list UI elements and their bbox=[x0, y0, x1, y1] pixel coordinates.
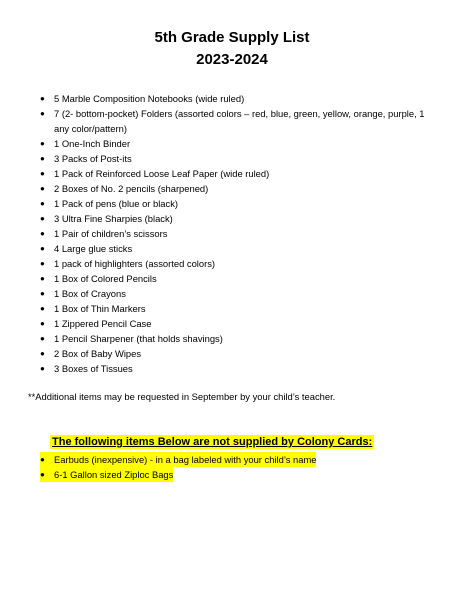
list-item bbox=[40, 256, 440, 271]
list-item-text: Earbuds (inexpensive) - in a bag labeled with your child’s name bbox=[54, 454, 317, 465]
bullet-icon: ● bbox=[40, 139, 45, 148]
list-item bbox=[40, 196, 440, 211]
list-item bbox=[40, 151, 440, 166]
list-item-text: 2 Boxes of No. 2 pencils (sharpened) bbox=[54, 183, 209, 194]
list-item bbox=[40, 361, 440, 376]
list-item bbox=[40, 331, 440, 346]
list-item bbox=[40, 181, 440, 196]
list-item bbox=[40, 346, 440, 361]
list-item bbox=[40, 286, 440, 301]
list-item bbox=[40, 136, 440, 151]
bullet-icon: ● bbox=[40, 214, 45, 223]
bullet-icon: ● bbox=[40, 259, 45, 268]
bullet-icon: ● bbox=[40, 289, 45, 298]
list-item bbox=[40, 241, 440, 256]
bullet-icon: ● bbox=[40, 334, 45, 343]
list-item-text: 1 One-Inch Binder bbox=[54, 138, 131, 149]
bullet-icon: ● bbox=[40, 244, 45, 253]
bullet-icon: ● bbox=[40, 319, 45, 328]
list-item-text: 3 Boxes of Tissues bbox=[54, 363, 133, 374]
list-item-text: 6-1 Gallon sized Ziploc Bags bbox=[54, 469, 174, 480]
bullet-icon: ● bbox=[40, 184, 45, 193]
list-item-text: 5 Marble Composition Notebooks (wide ruled) bbox=[54, 93, 245, 104]
list-item-text: 4 Large glue sticks bbox=[54, 243, 133, 254]
bullet-icon: ● bbox=[40, 169, 45, 178]
list-item bbox=[40, 106, 440, 136]
bullet-icon: ● bbox=[40, 349, 45, 358]
list-item-text: 1 Pair of children’s scissors bbox=[54, 228, 168, 239]
bullet-icon: ● bbox=[40, 109, 45, 118]
list-item bbox=[40, 166, 440, 181]
additional-items-note: **Additional items may be requested in September by your child’s teacher. bbox=[28, 391, 336, 402]
page-title: 5th Grade Supply List bbox=[154, 29, 310, 46]
bullet-icon: ● bbox=[40, 199, 45, 208]
list-item bbox=[40, 467, 173, 482]
school-year: 2023-2024 bbox=[196, 51, 268, 68]
supply-list bbox=[40, 91, 440, 376]
bullet-icon: ● bbox=[40, 364, 45, 373]
list-item bbox=[40, 452, 316, 467]
list-item-text: 1 Pencil Sharpener (that holds shavings) bbox=[54, 333, 223, 344]
list-item-text: 1 Pack of pens (blue or black) bbox=[54, 198, 179, 209]
list-item bbox=[40, 91, 440, 106]
bullet-icon: ● bbox=[40, 94, 45, 103]
list-item-text: 2 Box of Baby Wipes bbox=[54, 348, 142, 359]
list-item bbox=[40, 211, 440, 226]
not-supplied-heading: The following items Below are not supplied by Colony Cards: bbox=[52, 436, 373, 448]
list-item-text: 1 Zippered Pencil Case bbox=[54, 318, 152, 329]
list-item-text: 7 (2- bottom-pocket) Folders (assorted colors – red, blue, green, yellow, orange, purple, 1 any color/pattern) bbox=[54, 108, 425, 134]
list-item-text: 1 pack of highlighters (assorted colors) bbox=[54, 258, 216, 269]
list-item bbox=[40, 226, 440, 241]
list-item bbox=[40, 316, 440, 331]
list-item-text: 1 Box of Colored Pencils bbox=[54, 273, 157, 284]
list-item-text: 1 Pack of Reinforced Loose Leaf Paper (wide ruled) bbox=[54, 168, 270, 179]
list-item-text: 1 Box of Thin Markers bbox=[54, 303, 146, 314]
list-item bbox=[40, 271, 440, 286]
bullet-icon: ● bbox=[40, 274, 45, 283]
bullet-icon: ● bbox=[40, 229, 45, 238]
bullet-icon: ● bbox=[40, 154, 45, 163]
not-supplied-list bbox=[40, 452, 316, 482]
bullet-icon: ● bbox=[40, 304, 45, 313]
bullet-icon: ● bbox=[40, 470, 45, 479]
list-item-text: 3 Ultra Fine Sharpies (black) bbox=[54, 213, 173, 224]
list-item bbox=[40, 301, 440, 316]
list-item-text: 1 Box of Crayons bbox=[54, 288, 126, 299]
list-item-text: 3 Packs of Post-its bbox=[54, 153, 132, 164]
bullet-icon: ● bbox=[40, 455, 45, 464]
